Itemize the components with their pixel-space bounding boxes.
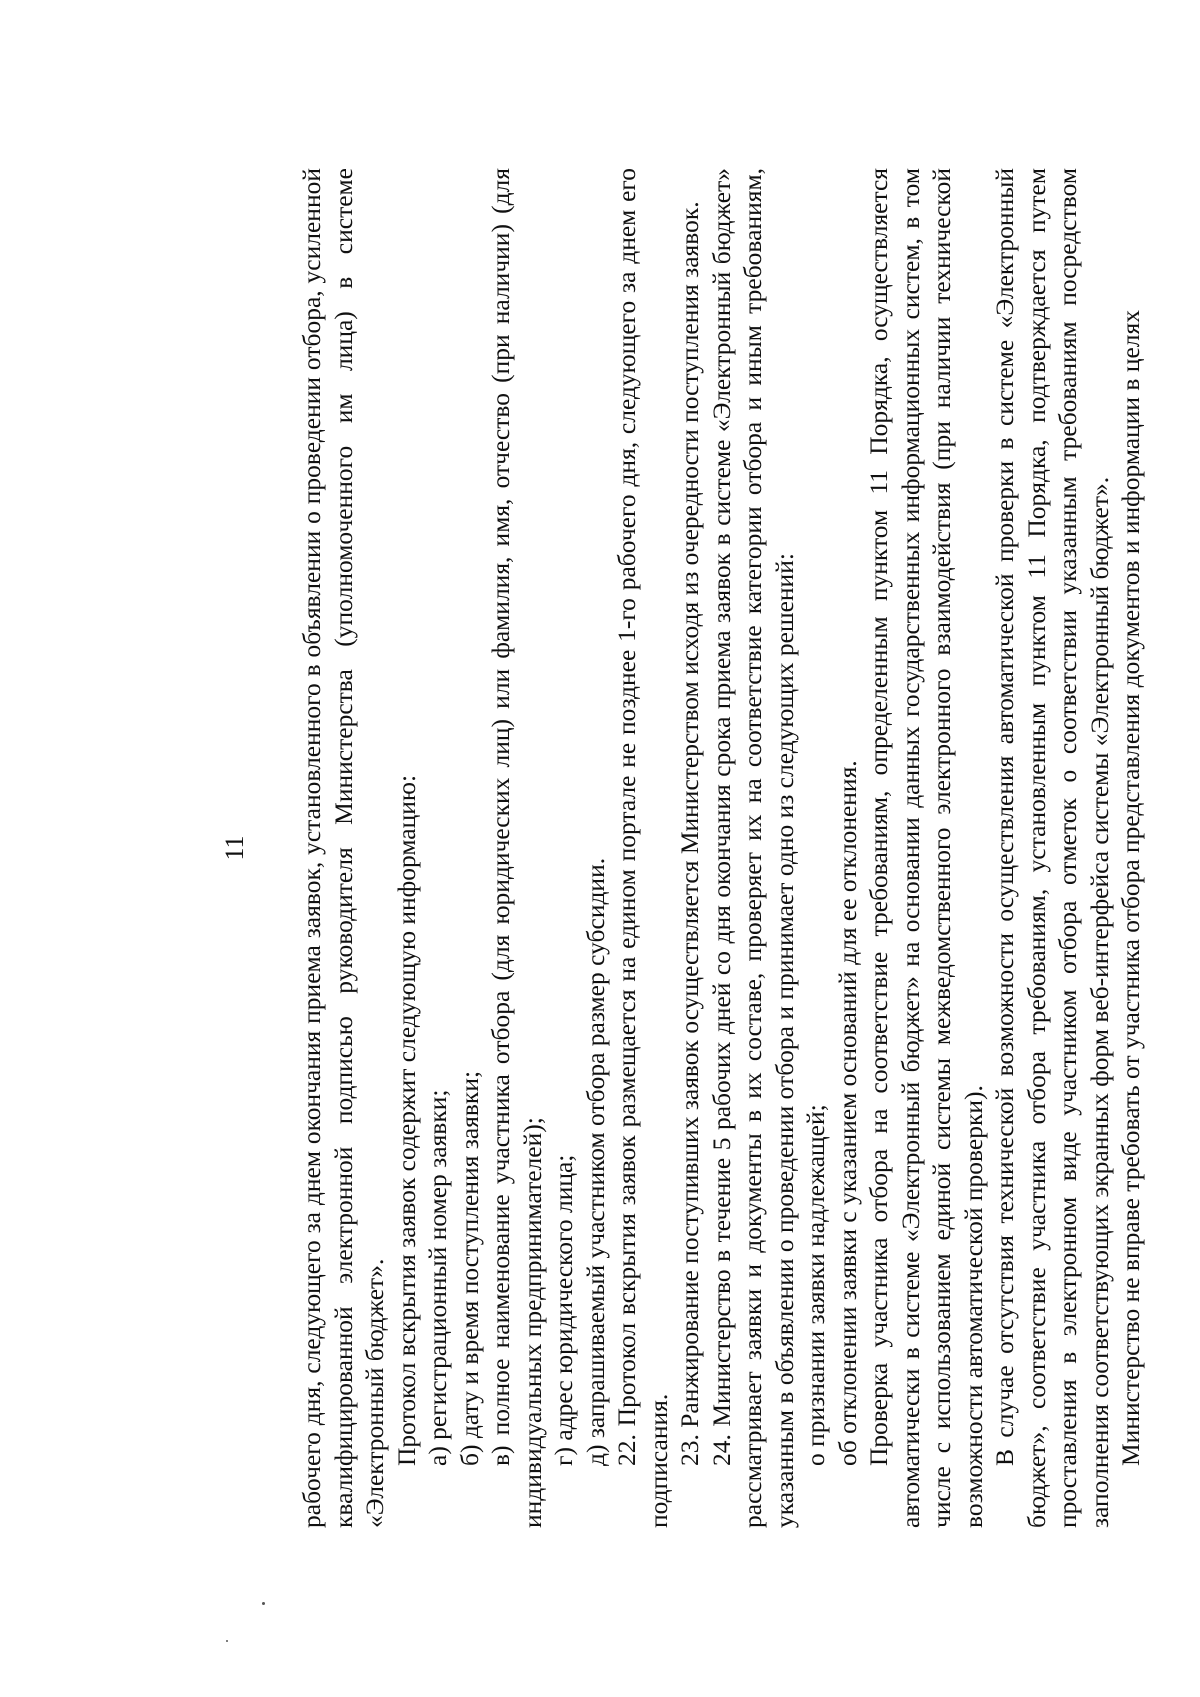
- paragraph-protocol-intro: Протокол вскрытия заявок содержит следующую информацию:: [391, 774, 421, 1466]
- paragraph-24: 24. Министерство в течение 5 рабочих дней со дня окончания срока приема заявок в системе «Электронный бюджет» рассматривает заявки и документы в их составе, проверяет их на соответствие категории отбора и иным требованиям, указанным в объявлении о проведении отбора и принимает одно из следующих решений:: [706, 168, 799, 1528]
- rotated-content: [220, 98, 1145, 1598]
- page-number: 11: [220, 835, 249, 861]
- paragraph-23: 23. Ранжирование поступивших заявок осуществляется Министерством исходя из очередности поступления заявок.: [675, 201, 704, 1466]
- list-item-d: д) запрашиваемый участником отбора размер субсидии.: [580, 857, 610, 1466]
- paragraph-verification: Проверка участника отбора на соответствие требованиям, определенным пунктом 11 Порядка, осуществляется автоматически в системе «Электронный бюджет» на основании данных государственных информационных систем, в том числе с использованием единой системы межведомственного электронного взаимодействия (при наличии технической возможности автоматической проверки).: [864, 168, 988, 1528]
- paragraph-continuation: рабочего дня, следующего за днем окончания приема заявок, установленного в объявлении о проведении отбора, усиленной квалифицированной электронной подписью руководителя Министерства (уполномоченного им лица) в системе «Электронный бюджет».: [297, 168, 389, 1528]
- paragraph-no-tech-possibility: В случае отсутствия технической возможности осуществления автоматической проверки в системе «Электронный бюджет», соответствие участника отбора требованиям, установленным пунктом 11 Порядка, подтверждается путем проставления в электронном виде участником отбора отметок о соответствии указанным требованиям посредством заполнения соответствующих экранных форм веб-интерфейса системы «Электронный бюджет».: [990, 168, 1114, 1528]
- list-item-v: в) полное наименование участника отбора (для юридических лиц) или фамилия, имя, отчество (при наличии) (для индивидуальных предпринимателей);: [486, 168, 547, 1528]
- scan-speck: [262, 1602, 265, 1605]
- scan-speck: [226, 1640, 228, 1642]
- list-item-a: а) регистрационный номер заявки;: [423, 1089, 452, 1466]
- paragraph-22: 22. Протокол вскрытия заявок размещается на едином портале не позднее 1-го рабочего дня, следующего за днем его подписания.: [612, 168, 673, 1528]
- paragraph-ministry-not-entitled: Министерство не вправе требовать от участника отбора представления документов и информации в целях: [1116, 310, 1145, 1466]
- list-item-b: б) дату и время поступления заявки;: [454, 1070, 484, 1466]
- decision-item-accept: о признании заявки надлежащей;: [801, 1104, 830, 1466]
- decision-item-reject: об отклонении заявки с указанием оснований для ее отклонения.: [832, 760, 862, 1466]
- body-text: [296, 168, 1147, 1528]
- list-item-g: г) адрес юридического лица;: [549, 1154, 578, 1466]
